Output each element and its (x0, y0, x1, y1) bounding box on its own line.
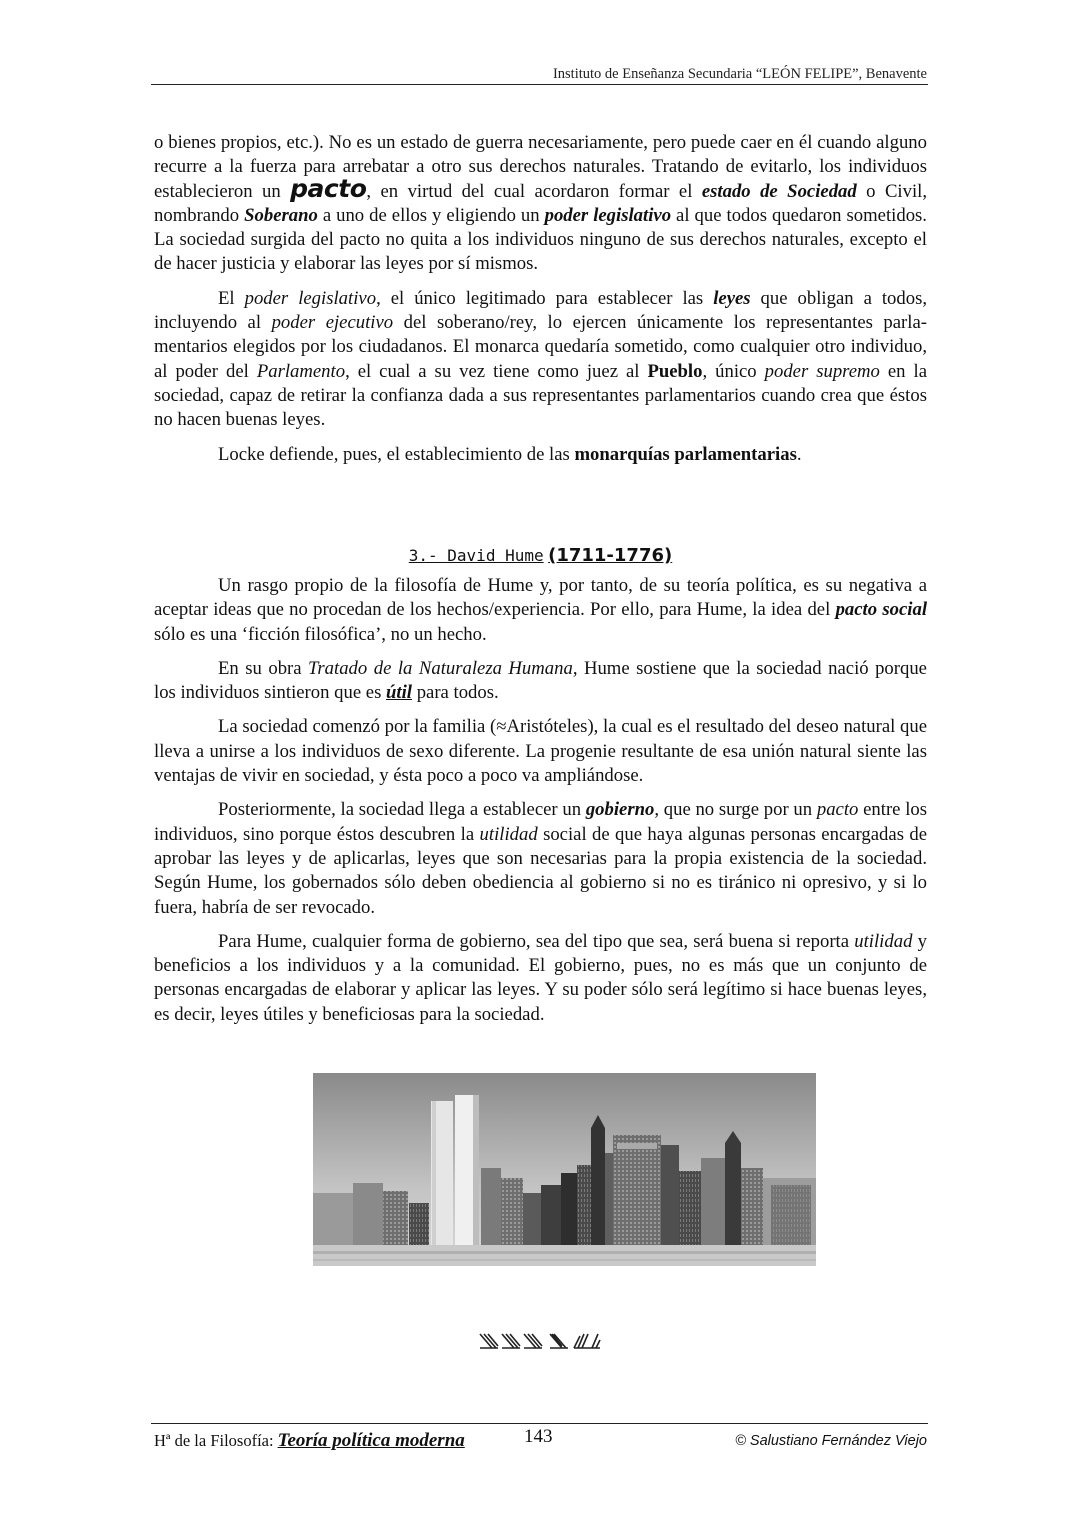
section-heading-hume (154, 545, 927, 566)
soberano: Soberano (244, 204, 318, 226)
paragraph-locke-3: Locke defiende, pues, el establecimiento de las monarquías parlamentarias. (218, 443, 802, 465)
estado-sociedad: estado de Sociedad (701, 180, 857, 202)
page-number: 143 (524, 1426, 553, 1447)
paragraph-hume-5: Para Hume, cualquier forma de gobierno, sea del tipo que sea, será buena si reporta utilidad y beneficios a los individuos y a la comunidad. El gobierno, pues, no es más que un conjunto de personas encargadas de elaborar y aplicar las leyes. Y su poder sólo será legítimo si hace buenas leyes, es decir, leyes útiles y beneficiosas para la sociedad. (154, 930, 927, 1025)
city-skyline-photo (313, 1073, 816, 1266)
section-title: 3.- David Hume (408, 546, 544, 565)
footer-rule (151, 1423, 928, 1424)
paragraph-hume-1: Un rasgo propio de la filosofía de Hume y, por tanto, de su teoría política, es su negativa a aceptar ideas que no procedan de los hechos/experiencia. Por ello, para Hume, la idea del pacto social sólo es una ‘ficción filosófica’, no un hecho. (154, 575, 928, 645)
hatched-divider-icon (0, 1332, 1080, 1355)
footer-author: © Salustiano Fernández Viejo (735, 1433, 927, 1449)
paragraph-hume-2: En su obra Tratado de la Naturaleza Humana, Hume sostiene que la sociedad nació porque los individuos sintieron que es útil para todos. (154, 657, 927, 704)
pacto-emphasis: pacto (290, 173, 367, 203)
poder-legislativo: poder legislativo (544, 204, 672, 226)
paragraph-hume-3: La sociedad comenzó por la familia (≈Aristóteles), la cual es el resultado del deseo natural que lleva a unirse a los individuos de sexo diferente. La progenie resultante de esa unión natural siente las ventajas de vivir en sociedad, y ésta poco a poco va ampliándose. (154, 716, 927, 787)
paragraph-hume-4: Posteriormente, la sociedad llega a establecer un gobierno, que no surge por un pacto entre los individuos, sino porque éstos descubren la utilidad social de que haya algunas personas encargadas de aprobar las leyes y de aplicarlas, leyes que son necesarias para la propia existencia de la sociedad. Según Hume, los gobernados sólo deben obediencia al gobierno si no es tiránico ni opresivo, y si lo fuera, habría de ser revocado. (154, 799, 927, 918)
header-institution: Instituto de Enseñanza Secundaria “LEÓN FELIPE”, Benavente (552, 66, 927, 82)
header-rule (151, 84, 928, 85)
body-text-locke (154, 131, 927, 467)
paragraph-locke-2: El poder legislativo, el único legitimado para establecer las leyes que obligan a todos, incluyendo al poder ejecutivo del soberano/rey, lo ejercen únicamente los representantes parlamentarios elegidos por los ciudadanos. El monarca quedaría sometido, como cualquier otro individuo, al poder del Parlamento, el cual a su vez tiene como juez al Pueblo, único poder supremo en la sociedad, capaz de retirar la confianza dada a sus representantes parlamentarios cuando crea que éstos no hacen buenas leyes. (154, 287, 928, 431)
paragraph-locke-1: o bienes propios, etc.). No es un estado de guerra necesariamente, pero puede caer en él cuando alguno recurre a la fuerza para arrebatar a otro sus derechos naturales. Tratando de evitarlo, los individuos establecieron un pacto, en virtud del cual acordaron formar el estado de Sociedad o Civil, nombrando Soberano a uno de ellos y eligiendo un poder legislativo al que todos quedaron sometidos. La sociedad surgida del pacto no quita a los individuos ninguno de sus derechos naturales, excepto el de hacer justicia y elaborar las leyes por sí mismos. (154, 132, 928, 275)
body-text-hume (154, 574, 927, 1027)
section-years: (1711-1776) (548, 545, 673, 566)
footer-subject: Hª de la Filosofía: Teoría política moderna (154, 1430, 465, 1451)
footer-course: Teoría política moderna (277, 1430, 465, 1451)
